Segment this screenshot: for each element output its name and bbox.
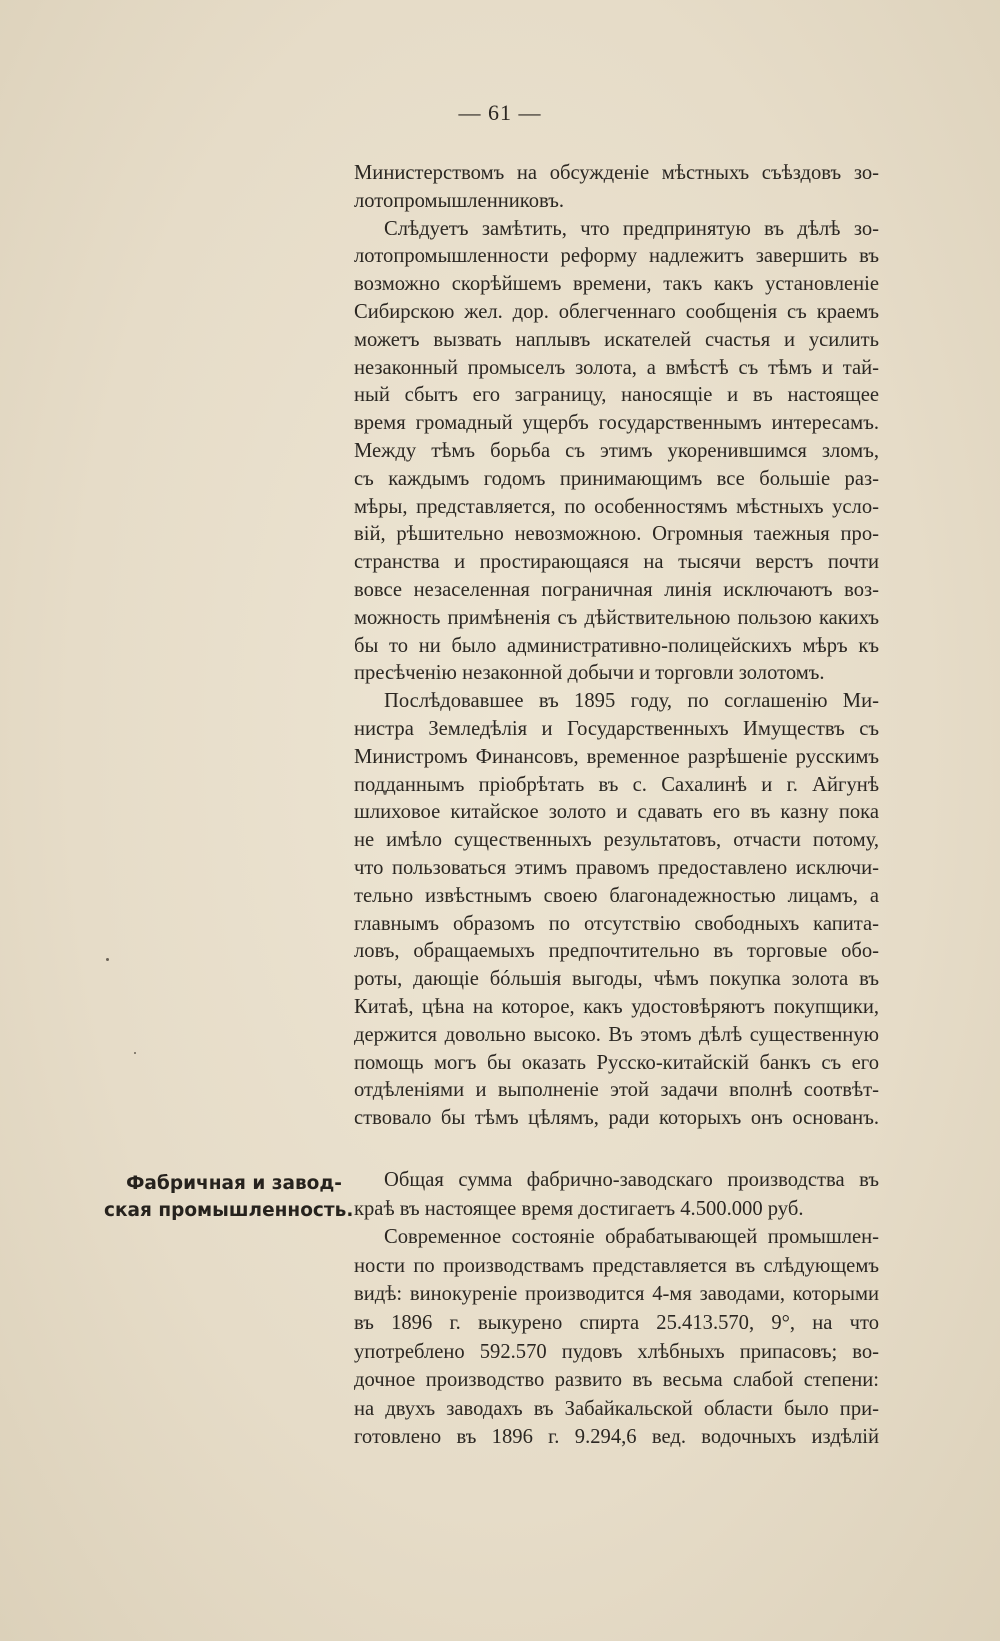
text-line: роты, дающіе бóльшія выгоды, чѣмъ покупка золота въ xyxy=(354,968,879,991)
text-line: нистра Земледѣлія и Государственныхъ Имуществъ съ xyxy=(354,717,879,740)
text-line: съ каждымъ годомъ принимающимъ все большіе раз- xyxy=(354,467,879,490)
text-line: видѣ: винокуреніе производится 4-мя заводами, которыми xyxy=(354,1283,879,1306)
page-number: — 61 — xyxy=(458,100,542,125)
text-line: Министерствомъ на обсужденіе мѣстныхъ съѣздовъ зо- xyxy=(354,162,879,184)
margin-heading-line: Фабричная и завод- xyxy=(126,1173,342,1194)
text-line: на двухъ заводахъ въ Забайкальской области было при- xyxy=(354,1397,879,1420)
text-line: Общая сумма фабрично-заводскаго производства въ xyxy=(384,1169,879,1191)
text-line: Между тѣмъ борьба съ этимъ укоренившимся зломъ, xyxy=(354,439,879,462)
text-line: Современное состояніе обрабатывающей промышлен- xyxy=(384,1226,879,1249)
text-line: Послѣдовавшее въ 1895 году, по соглашенію Ми- xyxy=(384,690,879,713)
text-line: краѣ въ настоящее время достигаетъ 4.500.000 руб. xyxy=(354,1197,804,1220)
text-line: что пользоваться этимъ правомъ предоставлено исключи- xyxy=(354,856,879,879)
text-line: ствовало бы тѣмъ цѣлямъ, ради которыхъ онъ основанъ. xyxy=(354,1107,879,1130)
text-line: вій, рѣшительно невозможною. Огромныя таежныя про- xyxy=(354,523,879,546)
text-line: Китаѣ, цѣна на которое, какъ удостовѣряютъ покупщики, xyxy=(354,995,879,1018)
text-line: шлиховое китайское золото и сдавать его въ казну пока xyxy=(354,801,879,824)
text-line: дочное производство развито въ весьма слабой степени: xyxy=(354,1369,879,1392)
text-line: вовсе незаселенная пограничная линія исключаютъ воз- xyxy=(354,578,879,601)
margin-heading xyxy=(104,1170,352,1224)
text-line: ности по производствамъ представляется въ слѣдующемъ xyxy=(354,1254,879,1277)
text-line: помощь могъ бы оказать Русско-китайскій банкъ съ его xyxy=(354,1051,879,1074)
main-text-section-2 xyxy=(354,1166,879,1452)
text-line: лотопромышленности реформу надлежитъ завершить въ xyxy=(354,245,879,268)
margin-heading-line: ская промышленность. xyxy=(104,1200,354,1221)
text-line: лотопромышленниковъ. xyxy=(354,189,565,212)
paper-speck xyxy=(106,958,109,961)
text-line: отдѣленіями и выполненіе этой задачи вполнѣ соотвѣт- xyxy=(354,1079,879,1102)
text-line: ловъ, обращаемыхъ предпочтительно въ торговые обо- xyxy=(354,940,879,963)
text-line: Сибирскою жел. дор. облегченнаго сообщенія съ краемъ xyxy=(354,300,879,323)
text-line: въ 1896 г. выкурено спирта 25.413.570, 9°, на что xyxy=(354,1311,879,1334)
text-line: не имѣло существенныхъ результатовъ, отчасти потому, xyxy=(354,829,879,852)
text-line: пресѣченію незаконной добычи и торговли золотомъ. xyxy=(354,662,825,685)
text-line: главнымъ образомъ по отсутствію свободныхъ капита- xyxy=(354,912,879,935)
text-line: странства и простирающаяся на тысячи верстъ почти xyxy=(354,551,879,574)
text-line: ный сбытъ его заграницу, наносящіе и въ настоящее xyxy=(354,384,879,407)
text-line: употреблено 592.570 пудовъ хлѣбныхъ припасовъ; во- xyxy=(354,1340,879,1363)
text-line: Слѣдуетъ замѣтить, что предпринятую въ дѣлѣ зо- xyxy=(384,217,879,240)
text-line: бы то ни было административно-полицейскихъ мѣръ къ xyxy=(354,634,879,657)
paper-speck xyxy=(134,1052,136,1054)
text-line: возможно скорѣйшемъ времени, такъ какъ установленіе xyxy=(354,273,879,296)
text-line: тельно извѣстнымъ своею благонадежностью лицамъ, а xyxy=(354,884,879,907)
main-text-section-1 xyxy=(354,160,879,1133)
text-line: незаконный промыселъ золота, а вмѣстѣ съ тѣмъ и тай- xyxy=(354,356,879,379)
text-line: подданнымъ пріобрѣтать въ с. Сахалинѣ и г. Айгунѣ xyxy=(354,773,879,796)
text-line: можность примѣненія съ дѣйствительною пользою какихъ xyxy=(354,606,879,629)
text-line: мѣры, представляется, по особенностямъ мѣстныхъ усло- xyxy=(354,495,879,518)
text-line: время громадный ущербъ государственнымъ интересамъ. xyxy=(354,412,879,435)
text-line: держится довольно высоко. Въ этомъ дѣлѣ существенную xyxy=(354,1023,879,1046)
text-line: готовлено въ 1896 г. 9.294,6 вед. водочныхъ издѣлій xyxy=(354,1426,879,1449)
text-line: можетъ вызвать наплывъ искателей счастья и усилить xyxy=(354,328,879,351)
text-line: Министромъ Финансовъ, временное разрѣшеніе русскимъ xyxy=(354,745,879,768)
